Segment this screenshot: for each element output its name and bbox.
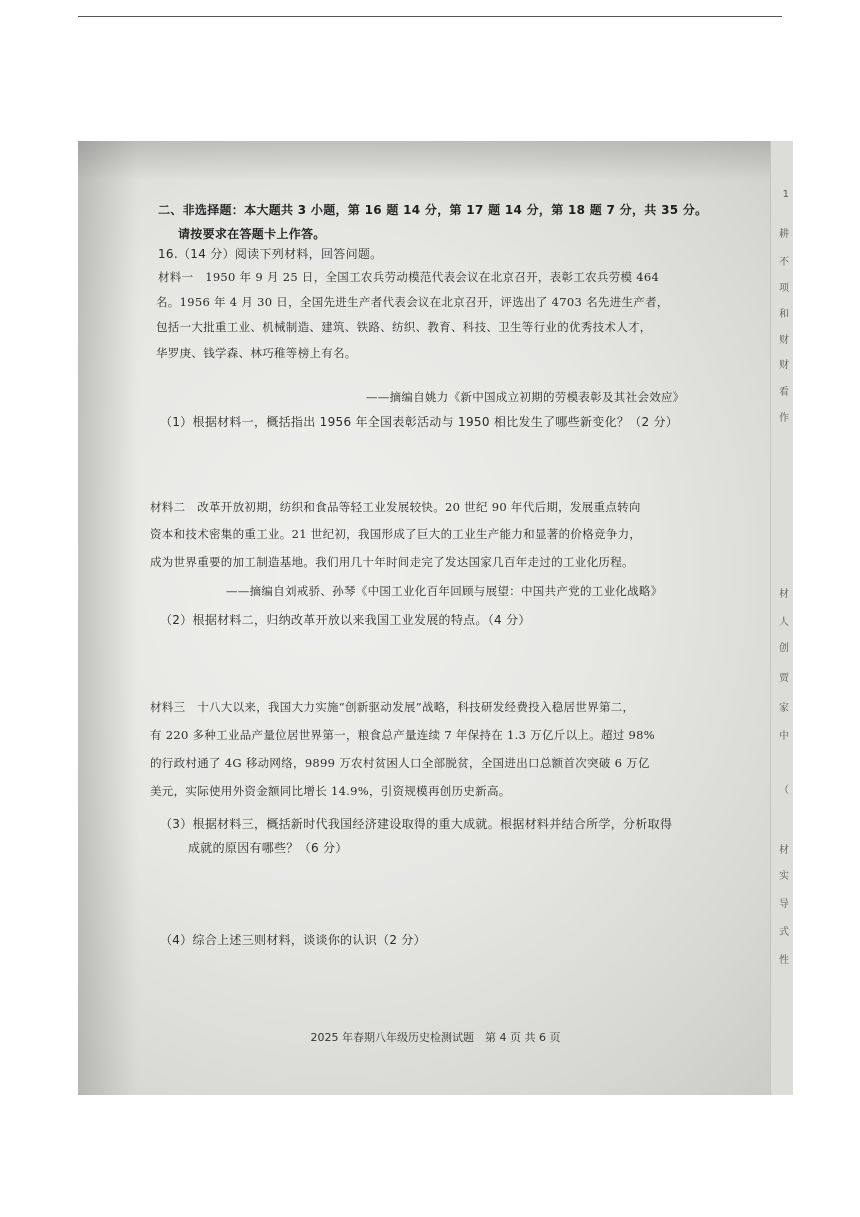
question-2: （2）根据材料二，归纳改革开放以来我国工业发展的特点。（4 分） [160, 613, 531, 627]
edge-char: 贾 [779, 673, 789, 684]
top-rule [78, 16, 782, 17]
material-2-line: 成为世界重要的加工制造基地。我们用几十年时间走完了发达国家几百年走过的工业化历程。 [150, 555, 634, 569]
edge-char: 财 [779, 335, 789, 346]
page-footer: 2025 年春期八年级历史检测试题 第 4 页 共 6 页 [310, 1031, 561, 1044]
material-1-line: 材料一 1950 年 9 月 25 日，全国工农兵劳动模范代表会议在北京召开，表彰工农兵劳模 464 [158, 270, 660, 284]
edge-char: （ [779, 785, 789, 796]
material-1-line: 名。1956 年 4 月 30 日，全国先进生产者代表会议在北京召开，评选出了 4703 名先进生产者， [156, 295, 669, 309]
question-1: （1）根据材料一，概括指出 1956 年全国表彰活动与 1950 相比发生了哪些新变化？（2 分） [160, 415, 679, 429]
edge-char: 材 [779, 845, 789, 856]
edge-char: 1 [782, 189, 789, 200]
material-3-line: 的行政村通了 4G 移动网络，9899 万农村贫困人口全部脱贫，全国进出口总额首次突破 6 万亿 [150, 756, 650, 770]
edge-char: 人 [779, 617, 789, 628]
material-3-line: 有 220 多种工业品产量位居世界第一，粮食总产量连续 7 年保持在 1.3 万亿斤以上。超过 98% [150, 728, 655, 742]
section-instruction: 请按要求在答题卡上作答。 [178, 227, 326, 241]
question-3: （3）根据材料三，概括新时代我国经济建设取得的重大成就。根据材料并结合所学，分析取得 [160, 817, 673, 831]
material-3-line: 美元，实际使用外资金额同比增长 14.9%，引资规模再创历史新高。 [150, 784, 511, 798]
edge-char: 和 [779, 309, 789, 320]
question-16-intro: 16.（14 分）阅读下列材料，回答问题。 [158, 247, 383, 261]
exam-page-photo [78, 141, 793, 1095]
material-1-source: ——摘编自姚力《新中国成立初期的劳模表彰及其社会效应》 [366, 390, 685, 404]
edge-char: 财 [779, 360, 789, 371]
adjacent-page-strip [770, 141, 793, 1095]
material-1-line: 包括一大批重工业、机械制造、建筑、铁路、纺织、教育、科技、卫生等行业的优秀技术人才， [156, 320, 652, 334]
material-2-source: ——摘编自刘戒骄、孙琴《中国工业化百年回顾与展望：中国共产党的工业化战略》 [226, 584, 663, 598]
edge-char: 项 [779, 283, 789, 294]
edge-char: 导 [779, 899, 789, 910]
edge-char: 不 [779, 257, 789, 268]
edge-char: 式 [779, 927, 789, 938]
material-2-line: 材料二 改革开放初期，纺织和食品等轻工业发展较快。20 世纪 90 年代后期，发展重点转向 [150, 500, 641, 514]
edge-char: 材 [779, 589, 789, 600]
question-3-continued: 成就的原因有哪些？（6 分） [188, 841, 348, 855]
material-1-line: 华罗庚、钱学森、林巧稚等榜上有名。 [156, 346, 357, 360]
section-heading: 二、非选择题：本大题共 3 小题，第 16 题 14 分，第 17 题 14 分，第 18 题 7 分，共 35 分。 [158, 203, 708, 217]
edge-char: 看 [779, 387, 789, 398]
edge-char: 创 [779, 643, 789, 654]
edge-char: 耕 [779, 229, 789, 240]
material-3-line: 材料三 十八大以来，我国大力实施“创新驱动发展”战略，科技研发经费投入稳居世界第二， [150, 700, 635, 714]
top-shadow [78, 141, 793, 181]
edge-char: 中 [779, 731, 789, 742]
material-2-line: 资本和技术密集的重工业。21 世纪初，我国形成了巨大的工业生产能力和显著的价格竞争力， [150, 527, 642, 541]
edge-char: 实 [779, 871, 789, 882]
question-4: （4）综合上述三则材料，谈谈你的认识（2 分） [160, 933, 426, 947]
left-shadow [78, 141, 138, 1095]
edge-char: 作 [779, 413, 789, 424]
edge-char: 家 [779, 703, 789, 714]
edge-char: 性 [779, 955, 789, 966]
